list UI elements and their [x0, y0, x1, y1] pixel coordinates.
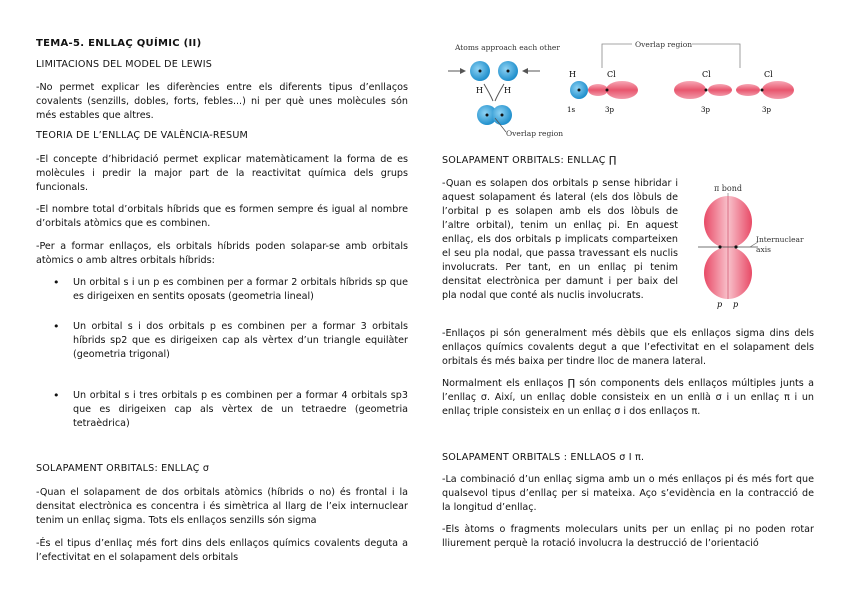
label-3p-2: 3p	[701, 106, 710, 114]
lewis-heading: LIMITACIONS DEL MODEL DE LEWIS	[36, 59, 213, 70]
overlap-label-bottom: Overlap region	[506, 129, 564, 138]
h-label-2: H	[504, 86, 511, 95]
pi-heading: SOLAPAMENT ORBITALS: ENLLAÇ ∏	[442, 155, 617, 166]
valence-paragraph-3: -Per a formar enllaços, els orbitals híbrids poden solapar-se amb orbitals atòmics o amb altres orbitals híbrids:	[36, 241, 408, 266]
p-label-right: p	[733, 300, 739, 309]
list-item: • Un orbital s i un p es combinen per a formar 2 orbitals híbrids sp que es dirigeixen en sentits oposats (geometria lineal)	[36, 276, 408, 304]
sigma-pi-paragraph-2: -Els àtoms o fragments moleculars units per un enllaç pi no poden rotar lliurement perquè la rotació involucra la destrucció de l’orientació	[442, 524, 814, 549]
h-label-1: H	[476, 86, 483, 95]
sigma-paragraph-1: -Quan el solapament de dos orbitals atòmics (híbrids o no) és frontal i la densitat electrònica es concentra i és simètrica al llarg de l’eix internuclear tenim un enllaç sigma. Tots els enllaços senzills són sigma	[36, 487, 408, 526]
valence-paragraph-1: -El concepte d’hibridació permet explicar matemàticament la forma de es molècules i predir la major part de la reactivitat química dels grups funcionals.	[36, 154, 408, 193]
pi-bond-label: π bond	[714, 184, 743, 193]
page-title: TEMA-5. ENLLAÇ QUÍMIC (II)	[36, 38, 202, 49]
lewis-paragraph: -No permet explicar les diferències entre els diferents tipus d’enllaços covalents (senzills, dobles, forts, febles...) ni per què unes molècules són més estables que altres.	[36, 82, 408, 121]
sigma-pi-paragraph-1: -La combinació d’un enllaç sigma amb un o més enllaços pi és més fort que qualsevol tipus d’enllaç per si mateixa. Aço s’evidència en la contracció de la longitud d’enllaç.	[442, 474, 814, 513]
cl-label-hcl: Cl	[607, 70, 616, 79]
sigma-heading: SOLAPAMENT ORBITALS: ENLLAÇ σ	[36, 463, 210, 474]
pi-bond-figure	[690, 180, 812, 310]
valence-paragraph-2: -El nombre total d’orbitals híbrids que es formen sempre és igual al nombre d’orbitals atòmics que es combinen.	[36, 204, 408, 229]
cl-label-2: Cl	[764, 70, 773, 79]
label-1s: 1s	[567, 106, 576, 114]
cl-label-1: Cl	[702, 70, 711, 79]
valence-heading: TEORIA DE L’ENLLAÇ DE VALÈNCIA-RESUM	[36, 130, 249, 141]
h-label-hcl: H	[569, 70, 576, 79]
label-3p-1: 3p	[605, 106, 614, 114]
list-item: • Un orbital s i tres orbitals p es combinen per a formar 4 orbitals sp3 que es dirigeixen cap als vèrtex de un tetraedre (geometria tetraèdrica)	[36, 389, 408, 431]
axis-label-line1: Internuclear	[756, 235, 804, 244]
nucleus	[718, 245, 721, 248]
sigma-pi-heading: SOLAPAMENT ORBITALS : ENLLAOS σ I π.	[442, 452, 645, 463]
sigma-paragraph-2: -És el tipus d’enllaç més fort dins dels enllaços químics covalents deguta a l’efectivitat en el solapament dels orbitals	[36, 538, 408, 563]
pi-paragraph-1: -Quan es solapen dos orbitals p sense hibridar i aquest solapament és lateral (els dos lòbuls de l’orbital p es solapen amb els dos lòbuls de l’altre orbital), tenim un enllaç pi. En aquest enllaç, els dos orbitals p implicats comparteixen el seu pla nodal, que passa travessant els nuclis involucrats. Per tant, en un enllaç pi tenim densitat electrònica per damunt i per baix del pla nodal que conté als nuclis involucrats.	[442, 178, 678, 301]
pi-paragraph-2: -Enllaços pi són generalment més dèbils que els enllaços sigma dins dels enllaços químics covalents degut a que l’efectivitat en el solapament dels orbitals és més baixa per tindre lloc de manera lateral.	[442, 328, 814, 367]
pi-paragraph-3: Normalment els enllaços ∏ són components dels enllaços múltiples junts a l’enllaç σ. Així, un enllaç doble consisteix en un enllà σ i un enllaç π i un enllaç triple consisteix en un enllaç σ i dos enllaços π.	[442, 378, 814, 417]
label-3p-3: 3p	[762, 106, 771, 114]
axis-label-line2: axis	[756, 245, 771, 254]
list-item: • Un orbital s i dos orbitals p es combinen per a formar 3 orbitals híbrids sp2 que es dirigeixen cap als vèrtex d’un triangle equilàter (geometria trigonal)	[36, 320, 408, 362]
p-label-left: p	[717, 300, 723, 309]
atoms-approach-label: Atoms approach each other	[455, 43, 560, 52]
left-column	[36, 0, 408, 599]
nucleus	[734, 245, 737, 248]
overlap-label-top: Overlap region	[635, 40, 693, 49]
